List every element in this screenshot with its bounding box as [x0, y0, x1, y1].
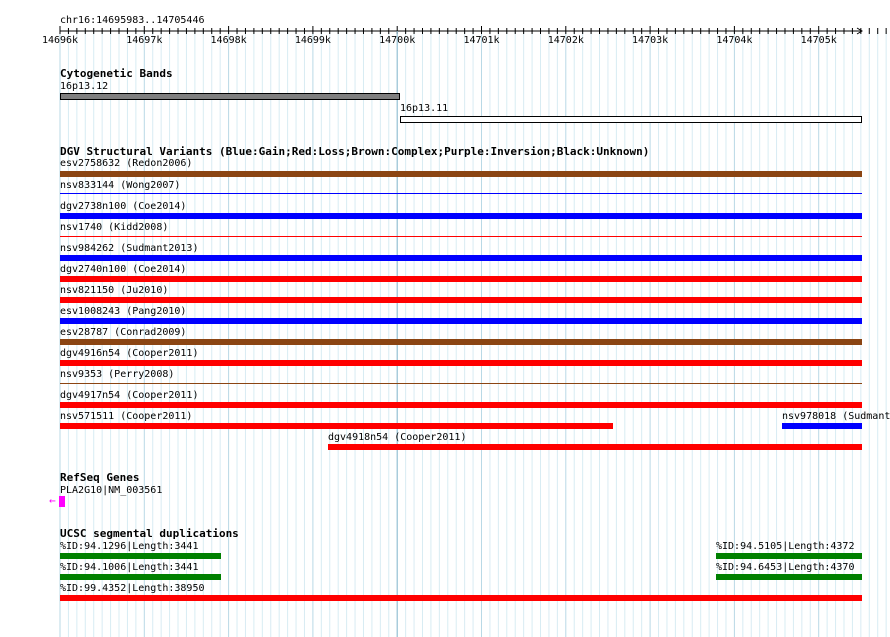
- dgv-variant-feature[interactable]: [60, 276, 862, 282]
- band-16p13-11[interactable]: [400, 116, 862, 123]
- dgv-variant-label: nsv1740 (Kidd2008): [60, 222, 169, 233]
- segdup-label: %ID:99.4352|Length:38950: [60, 583, 205, 594]
- dgv-variant-label: esv1008243 (Pang2010): [60, 306, 187, 317]
- segdup-label: %ID:94.1296|Length:3441: [60, 541, 199, 552]
- band-label-16p13-11: 16p13.11: [400, 103, 449, 114]
- dgv-variant-feature[interactable]: [60, 193, 862, 194]
- band-16p13-12[interactable]: [60, 93, 400, 100]
- dgv-variant-feature[interactable]: [328, 444, 862, 450]
- dgv-variant-feature[interactable]: [60, 213, 862, 219]
- dgv-variant-label: esv28787 (Conrad2009): [60, 327, 187, 338]
- dgv-variant-label: nsv571511 (Cooper2011): [60, 411, 193, 422]
- dgv-variant-label: dgv4917n54 (Cooper2011): [60, 390, 199, 401]
- segdup-track-title: UCSC segmental duplications: [60, 527, 239, 540]
- dgv-variant-label: dgv4918n54 (Cooper2011): [328, 432, 467, 443]
- ruler-tick-label: 14697k: [126, 35, 163, 46]
- dgv-variant-feature[interactable]: [60, 402, 862, 408]
- strand-arrow-left-icon: ←: [49, 494, 56, 507]
- dgv-variant-label: nsv9353 (Perry2008): [60, 369, 175, 380]
- ruler-tick-label: 14700k: [379, 35, 416, 46]
- segdup-feature[interactable]: [60, 595, 862, 601]
- ruler-tick-label: 14696k: [41, 35, 79, 46]
- ruler-tick-label: 14699k: [294, 35, 331, 46]
- segdup-label: %ID:94.6453|Length:4370: [716, 562, 855, 573]
- dgv-track-title: DGV Structural Variants (Blue:Gain;Red:Loss;Brown:Complex;Purple:Inversion;Black:Unknown): [60, 145, 650, 158]
- dgv-variant-feature[interactable]: [782, 423, 862, 429]
- dgv-variant-feature[interactable]: [60, 297, 862, 303]
- dgv-variant-feature[interactable]: [60, 339, 862, 345]
- dgv-variant-feature[interactable]: [60, 360, 862, 366]
- cytogenetic-bands-title: Cytogenetic Bands: [60, 67, 173, 80]
- ruler-tick-label: 14704k: [716, 35, 753, 46]
- band-label-16p13-12: 16p13.12: [60, 81, 109, 92]
- segdup-label: %ID:94.5105|Length:4372: [716, 541, 855, 552]
- dgv-variant-label: nsv984262 (Sudmant2013): [60, 243, 199, 254]
- segdup-feature[interactable]: [716, 574, 862, 580]
- dgv-variant-label: dgv4916n54 (Cooper2011): [60, 348, 199, 359]
- ruler-position-label: chr16:14695983..14705446: [60, 15, 205, 26]
- dgv-variant-feature[interactable]: [60, 171, 862, 177]
- dgv-variant-feature[interactable]: [60, 236, 862, 237]
- ruler-tick-label: 14698k: [210, 35, 247, 46]
- dgv-variant-feature[interactable]: [60, 383, 862, 384]
- dgv-variant-label: dgv2740n100 (Coe2014): [60, 264, 187, 275]
- dgv-variant-label: dgv2738n100 (Coe2014): [60, 201, 187, 212]
- dgv-variant-feature[interactable]: [60, 318, 862, 324]
- dgv-variant-feature[interactable]: [60, 255, 862, 261]
- ruler-tick-label: 14705k: [800, 35, 837, 46]
- dgv-variant-label: nsv833144 (Wong2007): [60, 180, 181, 191]
- refseq-track-title: RefSeq Genes: [60, 471, 140, 484]
- ruler-tick-label: 14703k: [632, 35, 669, 46]
- segdup-feature[interactable]: [60, 553, 221, 559]
- refseq-gene-label: PLA2G10|NM_003561: [60, 485, 163, 496]
- segdup-label: %ID:94.1006|Length:3441: [60, 562, 199, 573]
- refseq-gene-feature[interactable]: [59, 496, 65, 507]
- dgv-variant-label: nsv821150 (Ju2010): [60, 285, 169, 296]
- dgv-variant-feature[interactable]: [60, 423, 613, 429]
- segdup-feature[interactable]: [716, 553, 862, 559]
- segdup-feature[interactable]: [60, 574, 221, 580]
- dgv-variant-label: nsv978018 (Sudmant: [782, 411, 890, 422]
- ruler-tick-label: 14702k: [547, 35, 584, 46]
- ruler-tick-label: 14701k: [463, 35, 500, 46]
- dgv-variant-label: esv2758632 (Redon2006): [60, 158, 193, 169]
